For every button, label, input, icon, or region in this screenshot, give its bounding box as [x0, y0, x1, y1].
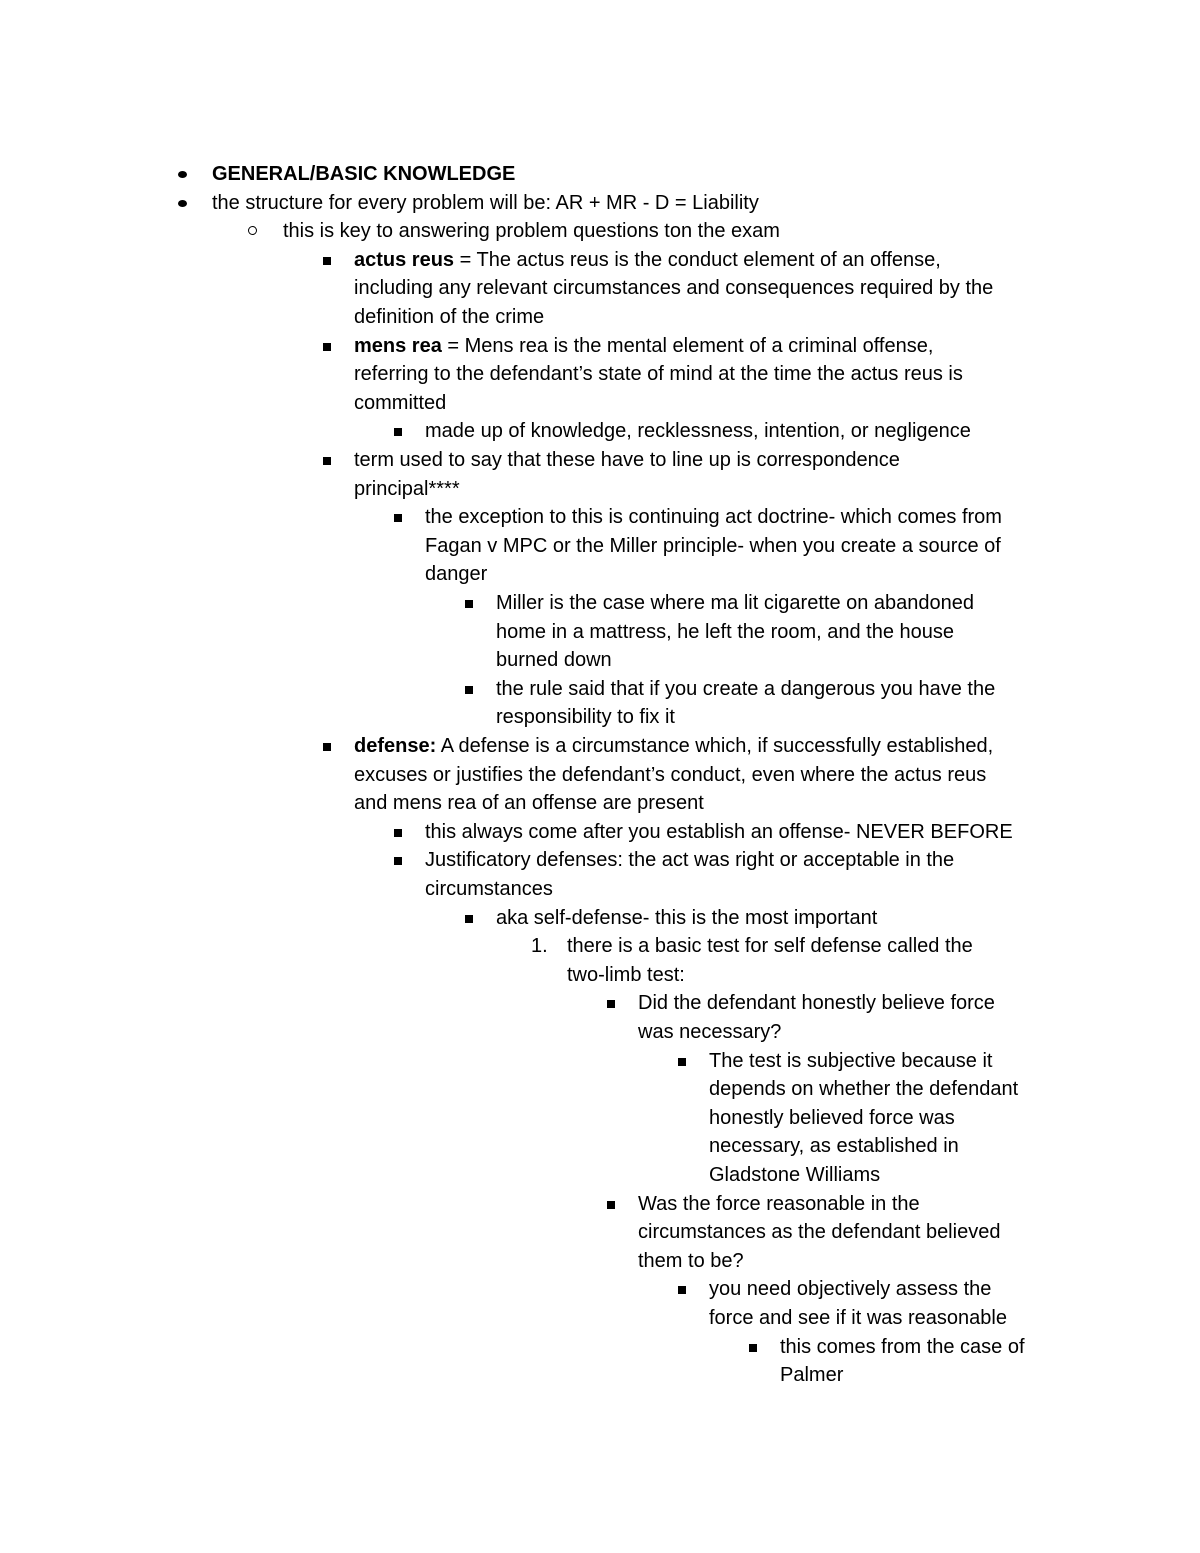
list-item: [425, 818, 1013, 846]
bullet-circle-icon: [243, 217, 263, 245]
bullet-square-icon: [459, 589, 479, 617]
list-item: [780, 1333, 1025, 1361]
bullet-square-icon: [672, 1275, 692, 1303]
list-item: [354, 446, 900, 474]
list-item-text: = The actus reus is the conduct element of an offense,: [454, 248, 941, 271]
list-item: [496, 675, 995, 703]
list-item-text: you need objectively assess the: [709, 1278, 992, 1301]
list-item-text: Did the defendant honestly believe force: [638, 992, 995, 1015]
list-item: [425, 503, 1002, 531]
bullet-square-icon: [388, 818, 408, 846]
list-item-text: Miller is the case where ma lit cigarette on abandoned: [496, 592, 975, 614]
list-item-text: this always come after you establish an offense- NEVER BEFORE: [425, 820, 1013, 843]
list-item: [425, 417, 971, 445]
list-item-text: A defense is a circumstance which, if successfully established,: [436, 735, 994, 757]
bullet-disc-icon: [172, 189, 192, 217]
list-item-text: the structure for every problem will be: AR + MR - D = Liability: [212, 191, 759, 214]
list-item-continuation: excuses or justifies the defendant’s conduct, even where the actus reus: [354, 763, 987, 786]
list-item-continuation: and mens rea of an offense are present: [354, 792, 704, 815]
list-item-text: The test is subjective because it: [709, 1049, 993, 1072]
list-item-text: aka self-defense- this is the most important: [496, 906, 878, 929]
list-item-text: this comes from the case of: [780, 1335, 1025, 1358]
list-item-continuation: principal****: [354, 477, 460, 500]
list-item-continuation: them to be?: [638, 1249, 744, 1272]
bullet-square-icon: [672, 1047, 692, 1075]
list-item: [212, 189, 759, 217]
list-item-continuation: force and see if it was reasonable: [709, 1307, 1007, 1329]
list-number: 1.: [531, 935, 548, 958]
bullet-square-icon: [743, 1333, 763, 1361]
bullet-square-icon: [317, 246, 337, 274]
list-item-continuation: referring to the defendant’s state of mind at the time the actus reus is: [354, 363, 963, 386]
list-item: [354, 332, 933, 360]
list-item-continuation: including any relevant circumstances and consequences required by the: [354, 277, 994, 300]
list-item-text: Was the force reasonable in the: [638, 1192, 920, 1215]
bold-term: defense:: [354, 735, 437, 757]
list-item-text: term used to say that these have to line up is correspondence: [354, 449, 900, 471]
list-item: [709, 1275, 991, 1303]
list-item: [354, 732, 993, 760]
list-item: [212, 160, 515, 188]
list-item-continuation: burned down: [496, 649, 612, 672]
list-item: [638, 989, 995, 1017]
list-item-continuation: Gladstone Williams: [709, 1164, 881, 1186]
list-item: [638, 1190, 920, 1218]
bullet-square-icon: [459, 904, 479, 932]
list-item: [709, 1047, 992, 1075]
list-item-text: there is a basic test for self defense called the: [567, 935, 973, 958]
list-item-continuation: depends on whether the defendant: [709, 1078, 1019, 1101]
list-item-continuation: two-limb test:: [567, 963, 685, 986]
bullet-square-icon: [459, 675, 479, 703]
bullet-disc-icon: [172, 160, 192, 188]
list-item: [283, 217, 780, 245]
list-item-continuation: Fagan v MPC or the Miller principle- when you create a source of: [425, 534, 1001, 557]
list-item-text: Justificatory defenses: the act was right or acceptable in the: [425, 849, 955, 872]
list-item-text: this is key to answering problem questions ton the exam: [283, 220, 780, 243]
list-item: [567, 932, 973, 960]
list-item-continuation: circumstances as the defendant believed: [638, 1221, 1001, 1244]
bullet-square-icon: [388, 846, 408, 874]
bullet-square-icon: [601, 989, 621, 1017]
bullet-square-icon: [317, 446, 337, 474]
bold-term: mens rea: [354, 334, 442, 357]
list-item: [354, 246, 941, 274]
bullet-square-icon: [388, 503, 408, 531]
list-item: [496, 589, 974, 617]
list-item-text: = Mens rea is the mental element of a criminal offense,: [441, 334, 934, 357]
bullet-square-icon: [317, 332, 337, 360]
list-item-continuation: honestly believed force was: [709, 1106, 955, 1129]
list-item-continuation: responsibility to fix it: [496, 706, 675, 729]
list-item-continuation: circumstances: [425, 878, 553, 900]
list-item-continuation: Palmer: [780, 1364, 844, 1387]
list-item-text: made up of knowledge, recklessness, intention, or negligence: [425, 420, 971, 443]
list-item: [425, 846, 954, 874]
bullet-square-icon: [388, 417, 408, 445]
list-item-continuation: definition of the crime: [354, 306, 545, 328]
list-item-continuation: home in a mattress, he left the room, and the house: [496, 620, 955, 643]
list-item-continuation: was necessary?: [638, 1021, 782, 1043]
bullet-square-icon: [601, 1190, 621, 1218]
list-item-text: the rule said that if you create a dangerous you have the: [496, 677, 996, 700]
list-item-continuation: danger: [425, 563, 488, 586]
bold-term: GENERAL/BASIC KNOWLEDGE: [212, 163, 516, 185]
list-item-continuation: necessary, as established in: [709, 1135, 959, 1158]
list-item: [496, 904, 877, 932]
list-item-continuation: committed: [354, 391, 447, 414]
bold-term: actus reus: [354, 248, 455, 271]
list-item-text: the exception to this is continuing act doctrine- which comes from: [425, 506, 1002, 529]
bullet-square-icon: [317, 732, 337, 760]
